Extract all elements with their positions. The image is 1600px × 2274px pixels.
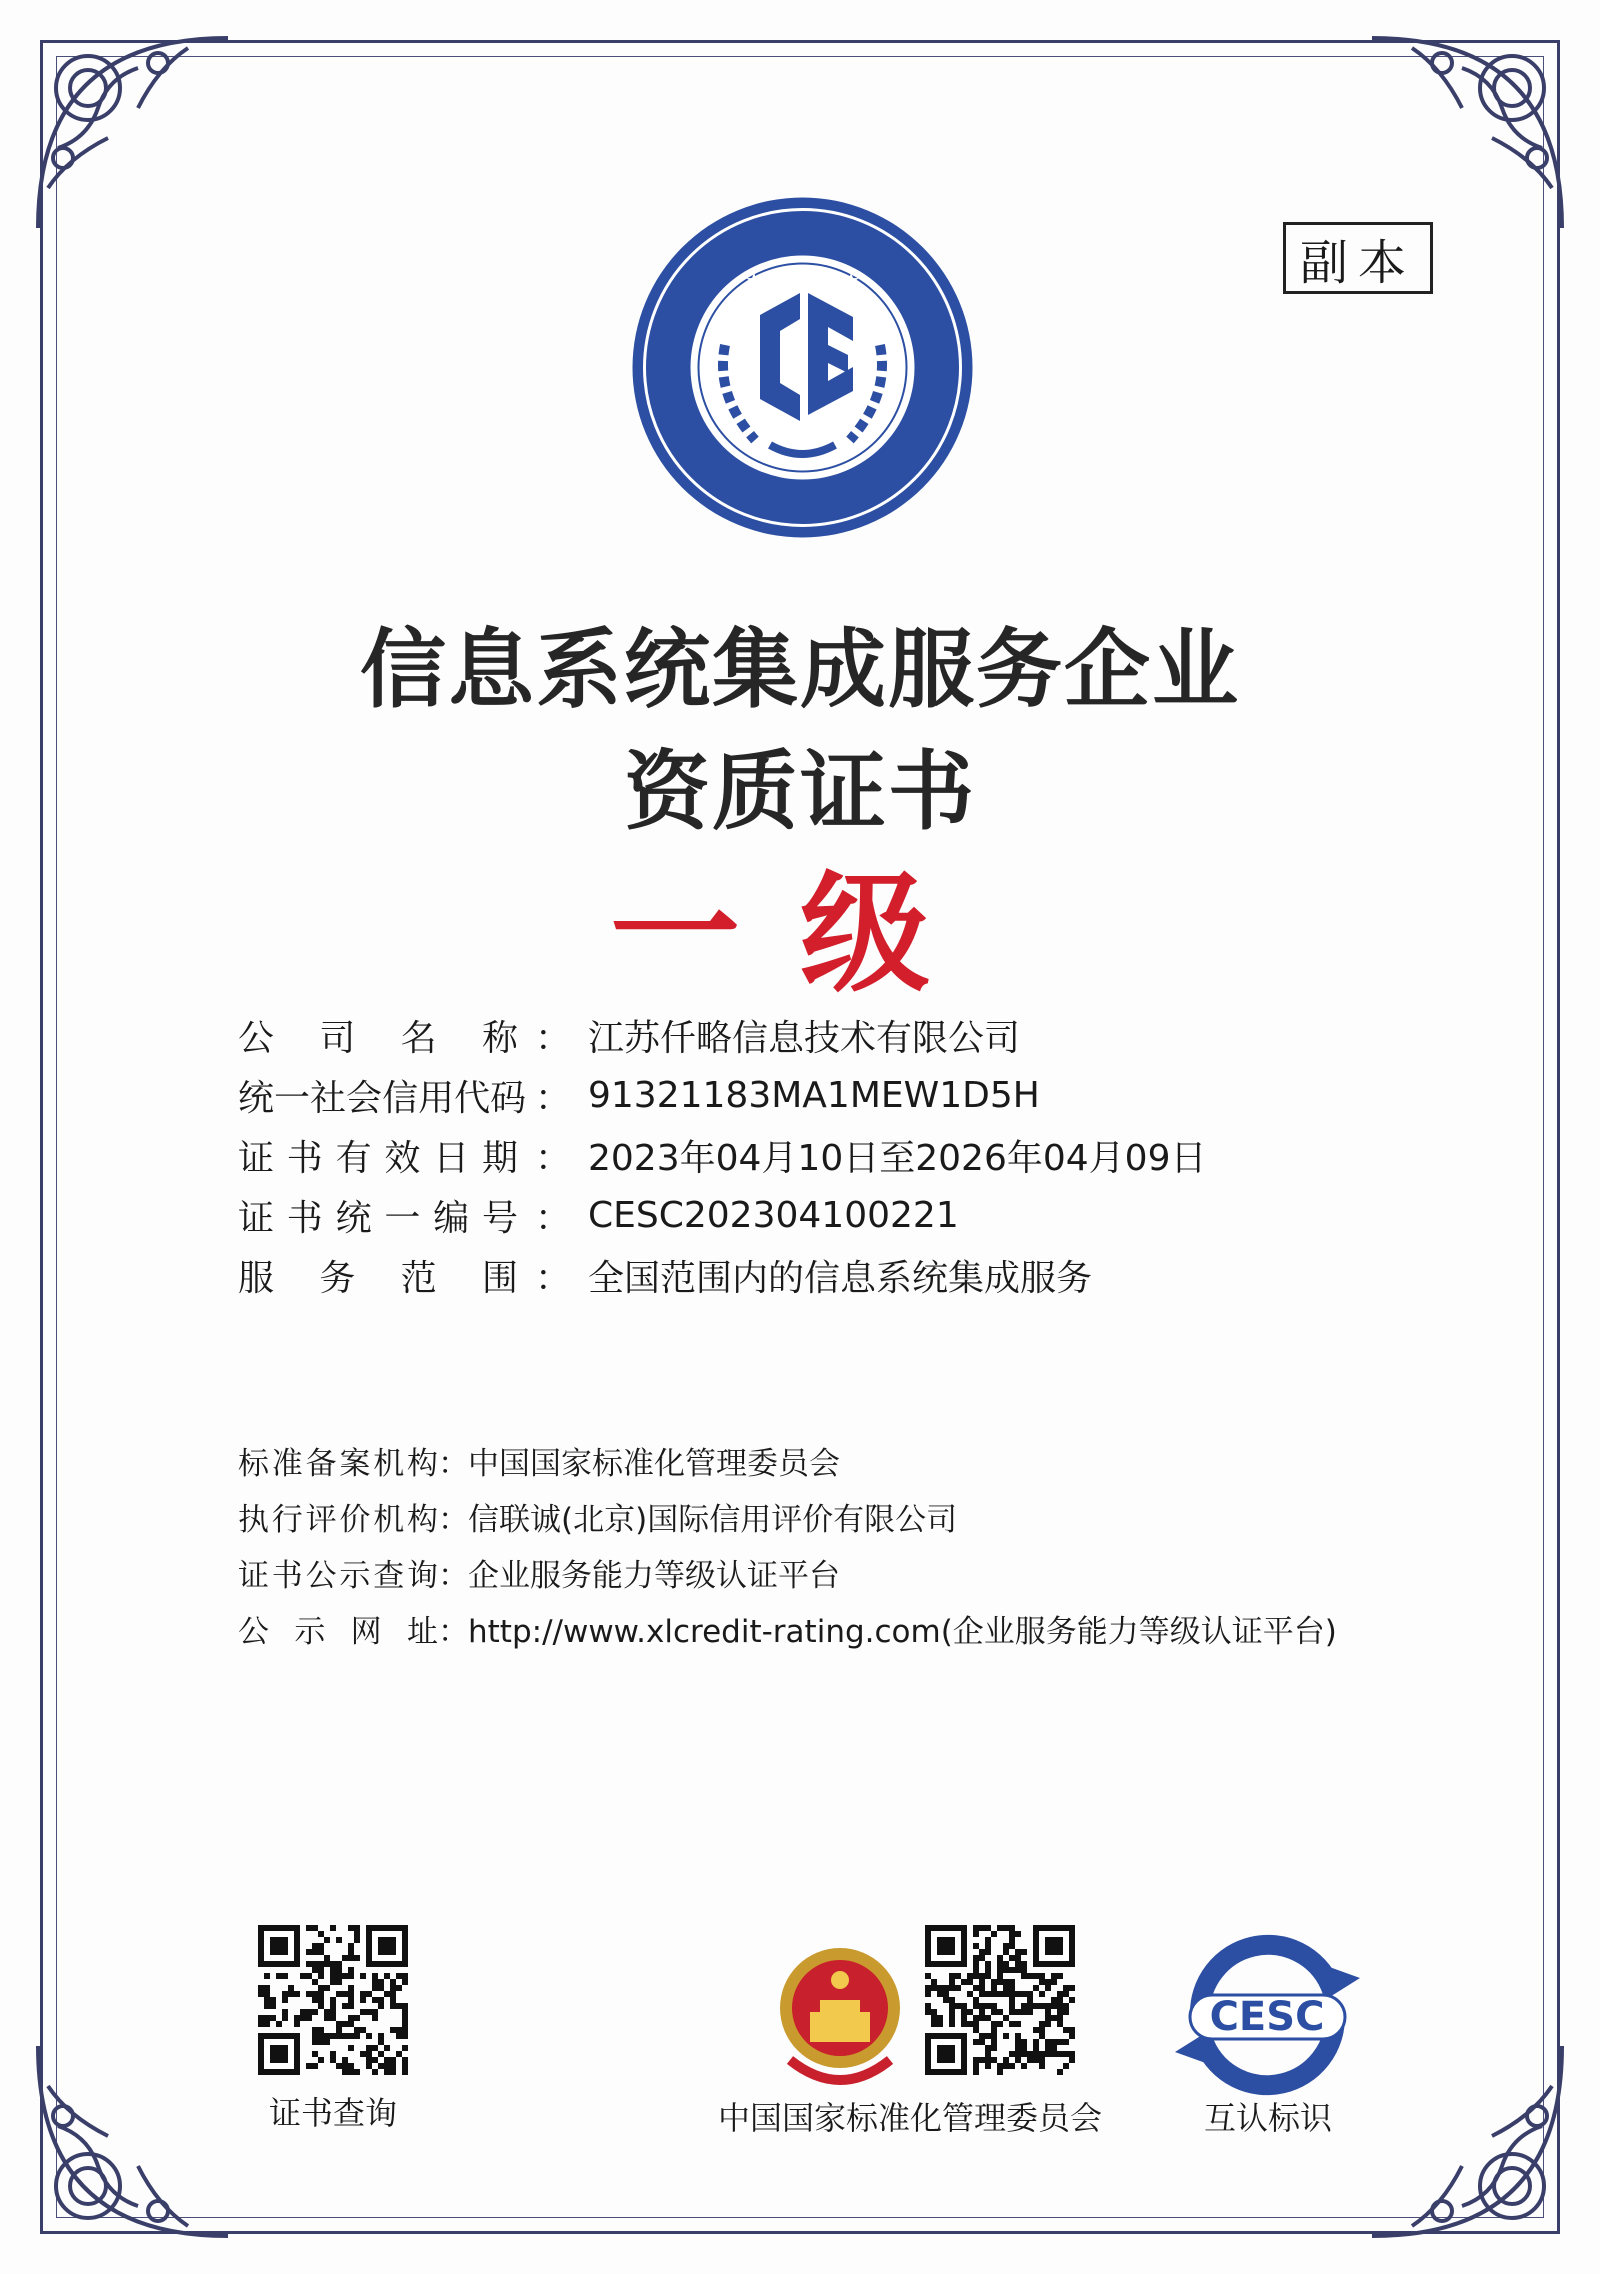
field-credit-code <box>238 1065 1206 1125</box>
certificate-fields <box>238 1005 1206 1305</box>
field-colon: ： <box>534 1197 571 1239</box>
field-validity <box>238 1125 1206 1185</box>
info-label: 标 准 备 案 机 构 <box>238 1445 438 1482</box>
national-emblem-icon <box>770 1940 910 2095</box>
cesc-logo-text: CESC <box>1209 1994 1325 2040</box>
certificate-subtitle: 资质证书 <box>624 742 976 842</box>
issuer-info <box>238 1432 1337 1656</box>
field-label: 证 书 有 效 日 期 <box>238 1137 518 1179</box>
info-value: 企业服务能力等级认证平台 <box>468 1557 840 1594</box>
info-evaluation-body <box>238 1488 1337 1544</box>
corner-ornament-top-left <box>28 28 238 238</box>
field-label: 统 一 社 会 信 用 代 码 <box>238 1077 527 1119</box>
field-label: 服 务 范 围 <box>238 1257 518 1299</box>
field-label: 证 书 统 一 编 号 <box>238 1197 518 1239</box>
field-colon: ： <box>534 1257 571 1299</box>
field-value: 2023年04月10日至2026年04月09日 <box>588 1137 1207 1179</box>
svg-text:★ ★ ★ ★ ★: ★ ★ ★ ★ ★ <box>744 268 861 292</box>
certification-seal-logo <box>630 195 975 540</box>
qr-caption: 证书查询 <box>268 2094 397 2132</box>
certificate-title: 信息系统集成服务企业 <box>360 620 1240 720</box>
field-value: 全国范围内的信息系统集成服务 <box>588 1257 1093 1299</box>
field-value: CESC202304100221 <box>588 1194 959 1236</box>
corner-ornament-bottom-left <box>28 2036 238 2246</box>
info-public-query <box>238 1544 1337 1600</box>
cesc-mutual-recognition-logo <box>1160 1920 1375 2110</box>
info-value: 信联诚(北京)国际信用评价有限公司 <box>468 1501 958 1538</box>
info-label: 公 示 网 址 <box>238 1613 438 1650</box>
corner-ornament-top-right <box>1362 28 1572 238</box>
info-colon: ： <box>438 1445 469 1482</box>
field-service-scope <box>238 1245 1206 1305</box>
copy-stamp: 副本 <box>1283 222 1433 294</box>
field-value: 江苏仟略信息技术有限公司 <box>588 1017 1021 1059</box>
info-label: 执 行 评 价 机 构 <box>238 1501 438 1538</box>
field-company-name <box>238 1005 1206 1065</box>
field-value: 91321183MA1MEW1D5H <box>588 1074 1040 1116</box>
field-colon: ： <box>534 1017 571 1059</box>
cesc-caption: 互认标识 <box>1203 2099 1332 2137</box>
corner-ornament-bottom-right <box>1362 2036 1572 2246</box>
info-website <box>238 1600 1337 1656</box>
grade-level: 一级 <box>609 858 990 1010</box>
field-label: 公 司 名 称 <box>238 1017 518 1059</box>
info-colon: ： <box>438 1557 469 1594</box>
certificate-query-qr-code[interactable] <box>258 1925 408 2075</box>
info-colon: ： <box>438 1613 469 1650</box>
sac-qr-code[interactable] <box>925 1925 1075 2075</box>
info-website-link[interactable]: http://www.xlcredit-rating.com(企业服务能力等级认证平台) <box>468 1613 1337 1650</box>
info-value: 中国国家标准化管理委员会 <box>468 1445 840 1482</box>
field-certificate-number <box>238 1185 1206 1245</box>
field-colon: ： <box>534 1077 571 1119</box>
info-standard-body <box>238 1432 1337 1488</box>
field-colon: ： <box>534 1137 571 1179</box>
sac-caption: 中国国家标准化管理委员会 <box>717 2099 1102 2137</box>
info-colon: ： <box>438 1501 469 1538</box>
info-label: 证 书 公 示 查 询 <box>238 1557 438 1594</box>
